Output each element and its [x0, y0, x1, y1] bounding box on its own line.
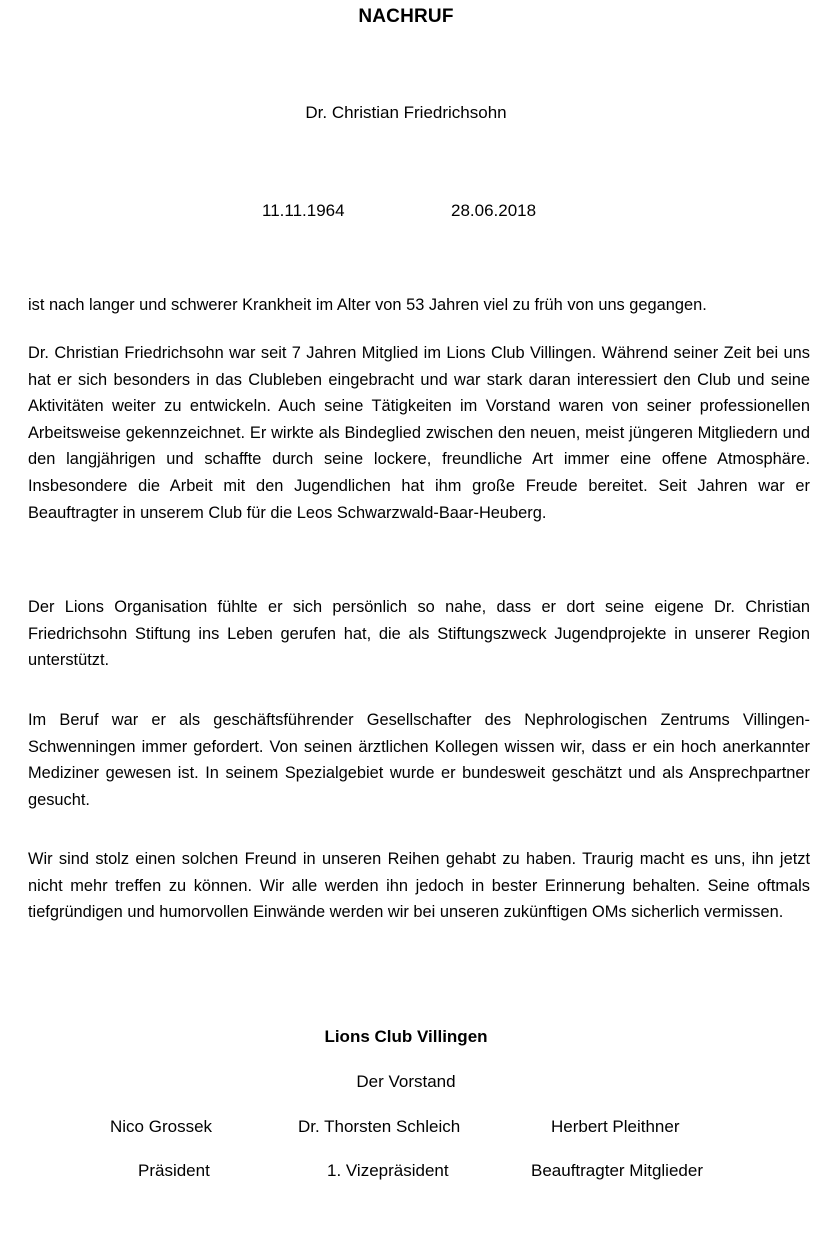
signature-board: Der Vorstand — [356, 1072, 456, 1091]
signer-role-president: Präsident — [138, 1161, 210, 1180]
deceased-name: Dr. Christian Friedrichsohn — [305, 103, 507, 122]
paragraph-farewell: Wir sind stolz einen solchen Freund in unseren Reihen gehabt zu haben. Traurig macht es uns, ihn jetzt nicht mehr treffen zu können. Wir alle werden ihn jedoch in bester Erinnerung behalten. Seine oftmals tiefgründigen und humorvollen Einwände werden wir bei unseren zukünftigen OMs sicherlich vermissen. — [28, 850, 810, 922]
paragraph-profession: Im Beruf war er als geschäftsführender Gesellschafter des Nephrologischen Zentrums Villingen-Schwenningen immer gefordert. Von seinen ärztlichen Kollegen wissen wir, dass er ein hoch anerkannter Mediziner gewesen ist. In seinem Spezialgebiet wurde er bundesweit geschätzt und als Ansprechpartner gesucht. — [28, 711, 810, 809]
signer-role-vice-president: 1. Vizepräsident — [327, 1161, 449, 1180]
document-title: NACHRUF — [358, 6, 454, 27]
birth-date: 11.11.1964 — [262, 201, 345, 220]
paragraph-membership: Dr. Christian Friedrichsohn war seit 7 Jahren Mitglied im Lions Club Villingen. Während seiner Zeit bei uns hat er sich besonders in das Clubleben eingebracht und war stark daran interessiert den Club und seine Aktivitäten weiter zu entwickeln. Auch seine Tätigkeiten im Vorstand waren von seiner professionellen Arbeitsweise gekennzeichnet. Er wirkte als Bindeglied zwischen den neuen, meist jüngeren Mitgliedern und den langjährigen und schaffte durch seine lockere, freundliche Art immer eine offene Atmosphäre. Insbesondere die Arbeit mit den Jugendlichen hat ihm große Freude bereitet. Seit Jahren war er Beauftragter in unserem Club für die Leos Schwarzwald-Baar-Heuberg. — [28, 344, 810, 522]
signature-club: Lions Club Villingen — [324, 1027, 488, 1046]
signer-name-membership-officer: Herbert Pleithner — [551, 1117, 680, 1136]
death-date: 28.06.2018 — [451, 201, 537, 220]
signer-role-membership-officer: Beauftragter Mitglieder — [531, 1161, 703, 1180]
paragraph-intro: ist nach langer und schwerer Krankheit im Alter von 53 Jahren viel zu früh von uns gegangen. — [28, 296, 707, 314]
signer-name-vice-president: Dr. Thorsten Schleich — [298, 1117, 461, 1136]
signer-name-president: Nico Grossek — [110, 1117, 213, 1136]
paragraph-foundation: Der Lions Organisation fühlte er sich persönlich so nahe, dass er dort seine eigene Dr. Christian Friedrichsohn Stiftung ins Leben gerufen hat, die als Stiftungszweck Jugendprojekte in unserer Region unterstützt. — [28, 598, 810, 670]
